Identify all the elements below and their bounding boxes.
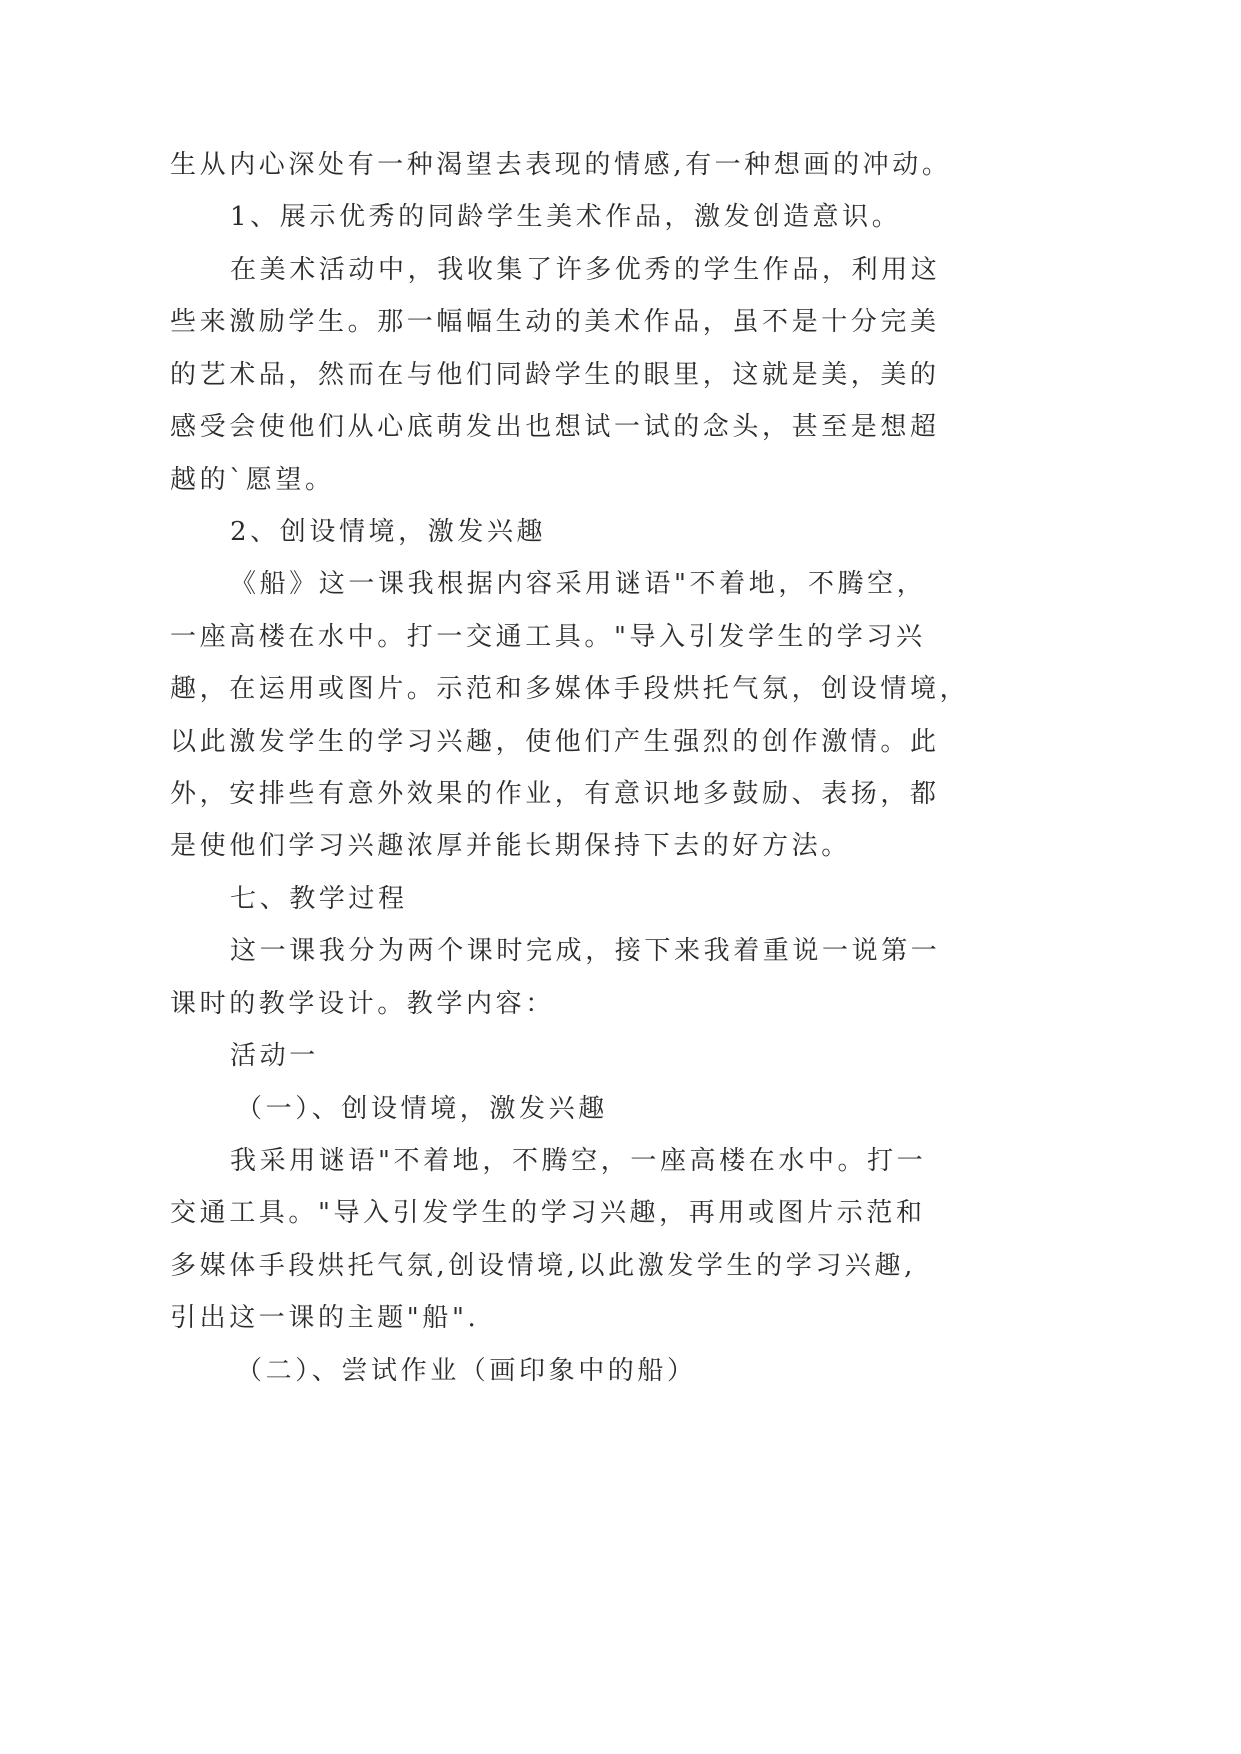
section-heading: 七、教学过程 [230,883,408,914]
body-text-line: 趣，在运用或图片。示范和多媒体手段烘托气氛，创设情境， [170,674,970,705]
body-text-line: 这一课我分为两个课时完成，接下来我着重说一说第一 [230,936,941,967]
body-text-line: 越的`愿望。 [170,464,335,495]
body-text-line: 生从内心深处有一种渴望去表现的情感,有一种想画的冲动。 [170,150,952,180]
body-text-line: 在美术活动中，我收集了许多优秀的学生作品，利用这 [230,254,941,285]
body-text-line: 是使他们学习兴趣浓厚并能长期保持下去的好方法。 [170,831,851,862]
subsection-heading: （一）、创设情境，激发兴趣 [236,1093,608,1124]
section-heading: 2、创设情境，激发兴趣 [230,516,547,547]
activity-heading: 活动一 [230,1041,319,1072]
body-text-line: 课时的教学设计。教学内容： [170,988,555,1019]
body-text-line: 感受会使他们从心底萌发出也想试一试的念头，甚至是想超 [170,412,940,443]
body-text-line: 多媒体手段烘托气氛,创设情境,以此激发学生的学习兴趣, [170,1250,916,1281]
body-text-line: 外，安排些有意外效果的作业，有意识地多鼓励、表扬，都 [170,779,940,810]
body-text-line: 《船》这一课我根据内容采用谜语"不着地，不腾空， [230,569,927,600]
body-text-line: 的艺术品，然而在与他们同龄学生的眼里，这就是美，美的 [170,359,940,390]
section-heading: 1、展示优秀的同龄学生美术作品，激发创造意识。 [230,202,902,233]
body-text-line: 引出这一课的主题"船". [170,1303,480,1334]
subsection-heading: （二）、尝试作业（画印象中的船） [236,1355,697,1386]
body-text-line: 些来激励学生。那一幅幅生动的美术作品，虽不是十分完美 [170,307,940,338]
body-text-line: 我采用谜语"不着地，不腾空，一座高楼在水中。打一 [230,1146,927,1177]
body-text-line: 一座高楼在水中。打一交通工具。"导入引发学生的学习兴 [170,621,926,652]
document-body [0,139,1241,1397]
body-text-line: 交通工具。"导入引发学生的学习兴趣，再用或图片示范和 [170,1198,926,1229]
body-text-line: 以此激发学生的学习兴趣，使他们产生强烈的创作激情。此 [170,726,940,757]
